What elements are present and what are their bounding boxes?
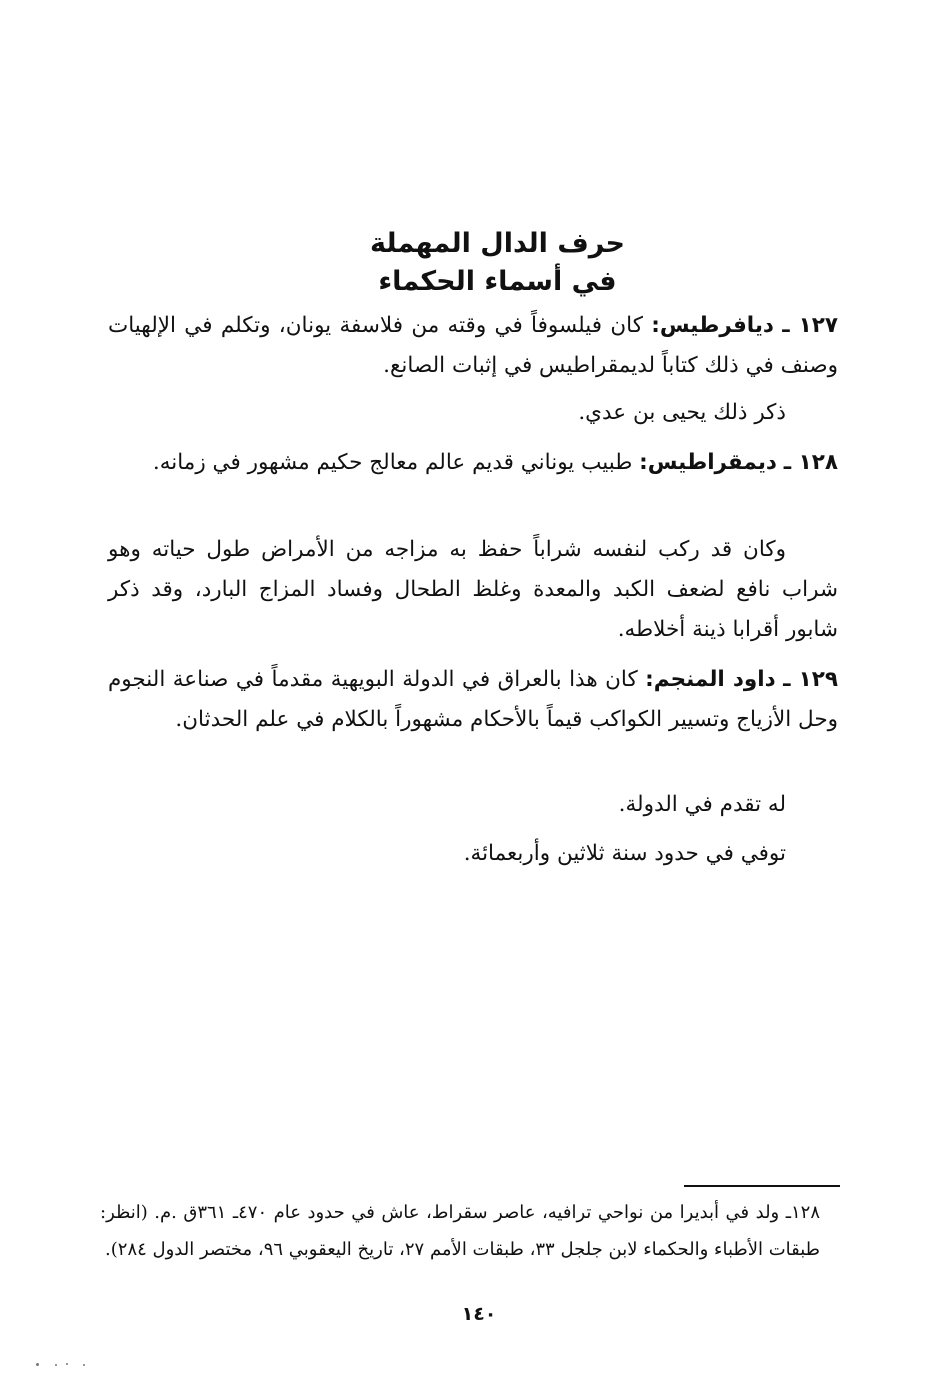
entry-number: ١٢٩ ـ [783, 667, 838, 692]
chapter-subtitle: في أسماء الحكماء [378, 266, 617, 297]
entry-text: كان فيلسوفاً في وقته من فلاسفة يونان، وتكلم في الإلهيات وصنف في ذلك كتاباً لديمقراطيس في إثبات الصانع. [108, 313, 838, 378]
scan-speck [55, 1364, 57, 1366]
entry-name: داود المنجم: [645, 667, 776, 692]
entry-number: ١٢٨ ـ [783, 450, 838, 475]
entry-name: ديمقراطيس: [639, 450, 777, 475]
entry-text: طبيب يوناني قديم عالم معالج حكيم مشهور في زمانه. [152, 450, 633, 475]
entry-128 [108, 443, 838, 483]
entry-129 [108, 660, 838, 740]
entry-128-paragraph: وكان قد ركب لنفسه شراباً حفظ به مزاجه من الأمراض طول حياته وهو شراب نافع لضعف الكبد والمعدة وغلظ الطحال وفساد المزاج البارد، وقد ذكر شابور أقرابا ذينة أخلاطه. [108, 537, 838, 642]
footnote: ١٢٨ـ ولد في أبديرا من نواحي ترافيه، عاصر سقراط، عاش في حدود عام ٤٧٠ـ ٣٦١ق .م. (انظر: طبقات الأطباء والحكماء لابن جلجل ٣٣، طبقات الأمم ٢٧، تاريخ اليعقوبي ٩٦، مختصر الدول ٢٨٤). [100, 1202, 821, 1260]
entry-127 [108, 306, 838, 386]
entry-129-note: له تقدم في الدولة. [618, 792, 786, 817]
footnote-separator [684, 1185, 840, 1187]
scan-speck [83, 1364, 85, 1366]
entry-text: كان هذا بالعراق في الدولة البويهية مقدماً في صناعة النجوم وحل الأزياج وتسيير الكواكب قيماً بالأحكام مشهوراً بالكلام في علم الحدثان. [108, 667, 838, 732]
scan-speck [66, 1363, 68, 1365]
chapter-title: حرف الدال المهملة [370, 228, 625, 259]
entry-number: ١٢٧ ـ [782, 313, 838, 338]
page-number: ١٤٠ [461, 1303, 497, 1325]
entry-name: ديافرطيس: [651, 313, 774, 338]
scan-speck [36, 1363, 39, 1366]
entry-127-source: ذكر ذلك يحيى بن عدي. [578, 400, 786, 425]
entry-129-death-note: توفي في حدود سنة ثلاثين وأربعمائة. [463, 841, 786, 866]
